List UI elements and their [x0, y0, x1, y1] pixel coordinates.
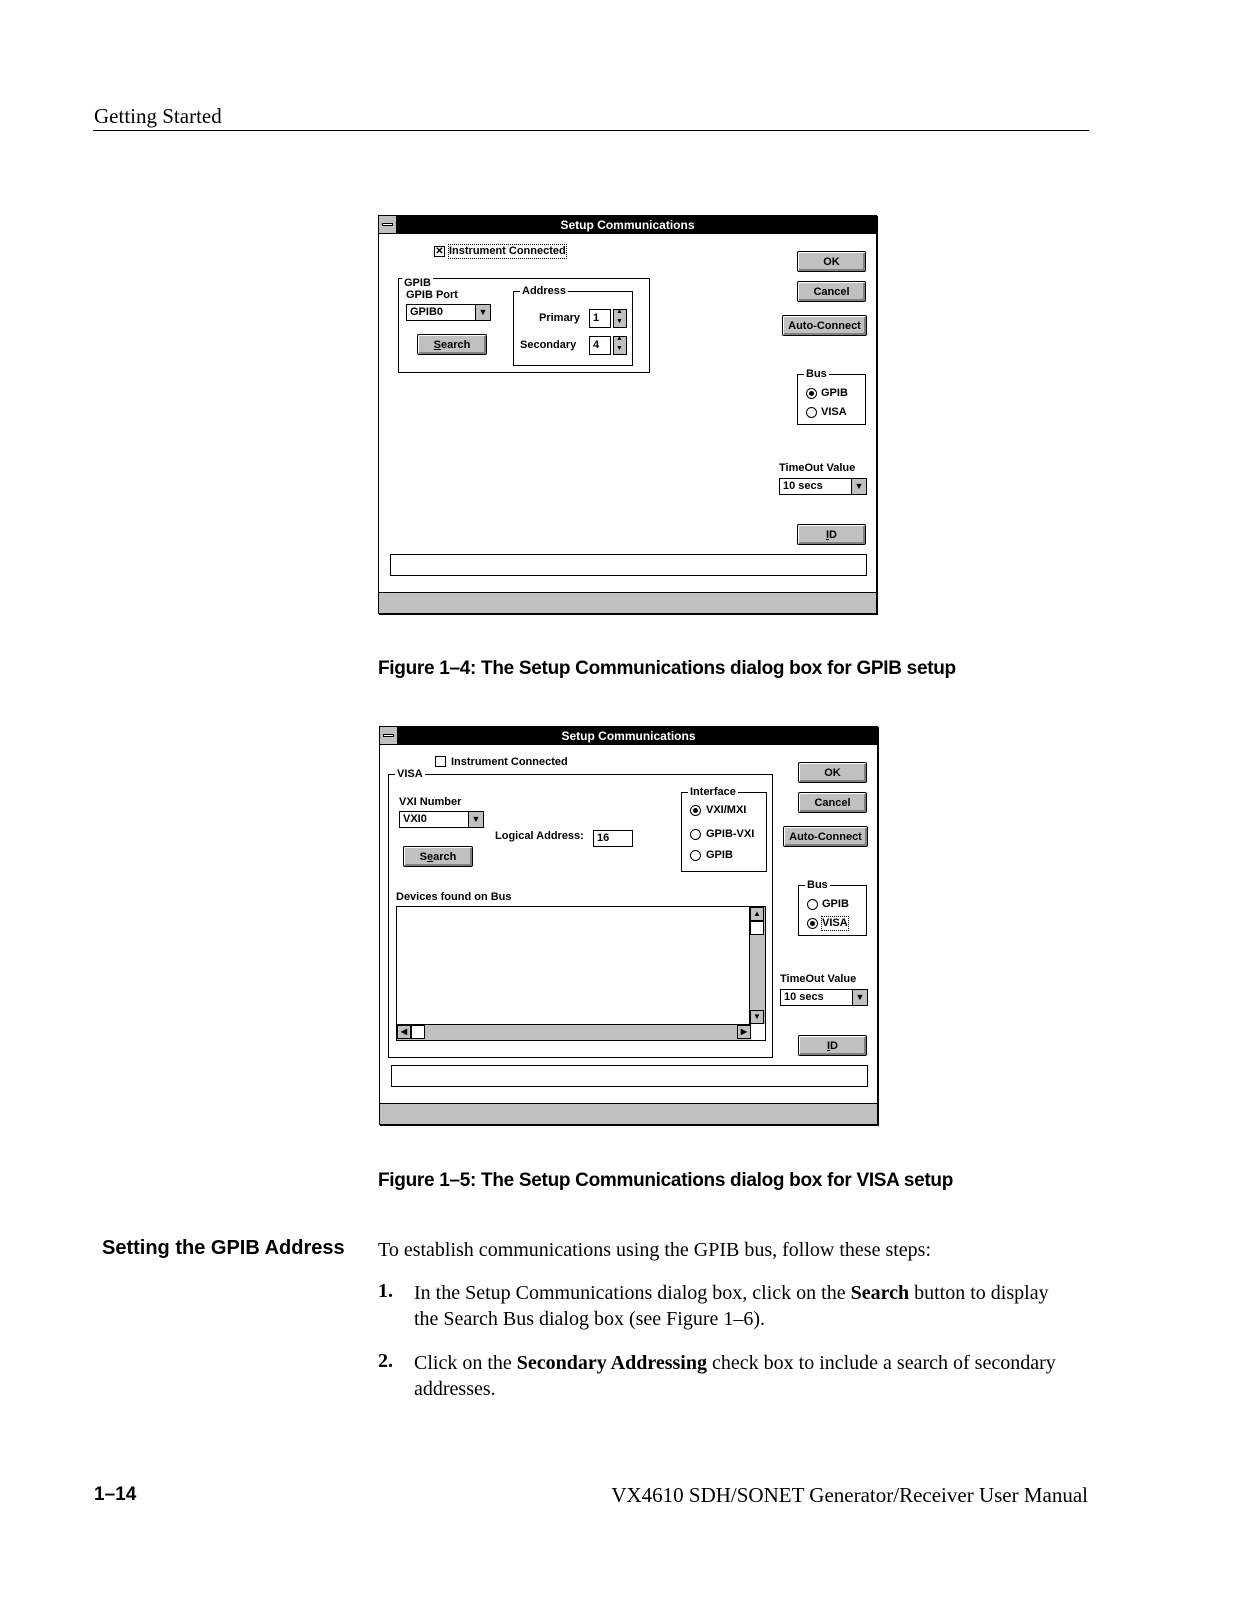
bus-group [798, 879, 867, 936]
dialog-title: Setup Communications [379, 216, 876, 234]
devices-list[interactable] [396, 906, 766, 1041]
devices-found-label: Devices found on Bus [396, 891, 512, 903]
vxi-number-value: VXI0 [403, 813, 427, 825]
scroll-up-icon[interactable]: ▲ [750, 907, 764, 921]
bus-visa-radio[interactable] [807, 918, 818, 929]
step-text: In the Setup Communications dialog box, click on the Search button to display the Search Bus dialog box (see Figure 1–6). [414, 1282, 1049, 1330]
bus-gpib-label: GPIB [821, 387, 848, 399]
timeout-value: 10 secs [784, 991, 824, 1003]
bus-group-title: Bus [806, 368, 827, 380]
primary-label: Primary [539, 312, 580, 324]
dropdown-arrow-icon[interactable]: ▼ [852, 990, 867, 1005]
interface-group-title: Interface [690, 786, 736, 798]
setup-communications-dialog-visa [379, 726, 878, 1125]
visa-group-title: VISA [397, 768, 423, 780]
instrument-connected-checkbox[interactable]: ✕ [435, 246, 444, 257]
visa-group [388, 768, 773, 1058]
section-heading: Setting the GPIB Address [102, 1237, 345, 1259]
primary-value: 1 [593, 312, 600, 324]
cancel-button[interactable]: Cancel [797, 281, 866, 302]
logical-address-input[interactable] [593, 830, 633, 847]
instrument-connected-label: Instrument Connected [449, 245, 566, 257]
status-field [390, 554, 867, 576]
iface-gpibvxi-label: GPIB-VXI [706, 828, 755, 840]
instrument-connected-label: Instrument Connected [451, 756, 568, 768]
interface-group [681, 786, 767, 872]
timeout-value: 10 secs [783, 480, 823, 492]
scroll-left-icon[interactable]: ◀ [397, 1025, 411, 1039]
scroll-thumb[interactable] [411, 1025, 425, 1039]
dropdown-arrow-icon[interactable]: ▼ [468, 812, 483, 827]
step-text: Click on the Secondary Addressing check box to include a search of secondary addresses. [414, 1352, 1056, 1400]
gpib-port-label: GPIB Port [406, 289, 458, 301]
gpib-group [398, 278, 650, 373]
manual-title: VX4610 SDH/SONET Generator/Receiver User Manual [611, 1483, 1088, 1507]
bus-gpib-radio[interactable] [806, 388, 817, 399]
system-menu-icon[interactable] [380, 727, 398, 744]
bus-gpib-label: GPIB [822, 898, 849, 910]
ok-button[interactable]: OK [797, 251, 866, 272]
id-button[interactable]: ID [798, 1035, 867, 1056]
gpib-port-combo[interactable] [406, 304, 491, 321]
bus-visa-radio[interactable] [806, 407, 817, 418]
spinner-arrows-icon[interactable] [613, 309, 627, 328]
scroll-right-icon[interactable]: ▶ [737, 1025, 751, 1039]
secondary-value: 4 [593, 339, 600, 351]
search-button[interactable]: Search [417, 334, 487, 355]
secondary-label: Secondary [520, 339, 577, 351]
gpib-port-value: GPIB0 [410, 306, 444, 318]
bus-visa-label: VISA [822, 917, 848, 929]
secondary-spinner[interactable] [589, 336, 627, 355]
figure-caption-2: Figure 1–5: The Setup Communications dialog box for VISA setup [378, 1170, 954, 1191]
vertical-scrollbar[interactable] [749, 907, 765, 1024]
ok-button[interactable]: OK [798, 762, 867, 783]
timeout-label: TimeOut Value [779, 462, 856, 474]
header-rule [93, 130, 1089, 131]
system-menu-icon[interactable] [379, 216, 397, 233]
horizontal-scrollbar[interactable] [397, 1024, 751, 1040]
address-group [513, 285, 633, 366]
intro-paragraph: To establish communications using the GPIB bus, follow these steps: [378, 1239, 931, 1261]
status-bar [380, 1103, 877, 1124]
iface-vximxi-radio[interactable] [690, 805, 701, 816]
figure-caption-1: Figure 1–4: The Setup Communications dialog box for GPIB setup [378, 658, 956, 679]
auto-connect-button[interactable]: Auto-Connect [782, 315, 867, 336]
timeout-combo[interactable] [779, 478, 867, 495]
dropdown-arrow-icon[interactable]: ▼ [851, 479, 866, 494]
status-bar [379, 592, 876, 613]
timeout-label: TimeOut Value [780, 973, 857, 985]
dialog-title: Setup Communications [380, 727, 877, 745]
iface-gpibvxi-radio[interactable] [690, 829, 701, 840]
primary-spinner[interactable] [589, 309, 627, 328]
bus-gpib-radio[interactable] [807, 899, 818, 910]
bus-group [797, 368, 866, 425]
logical-address-label: Logical Address: [495, 830, 584, 842]
vxi-number-label: VXI Number [399, 796, 462, 808]
timeout-combo[interactable] [780, 989, 868, 1006]
bus-group-title: Bus [807, 879, 828, 891]
dropdown-arrow-icon[interactable]: ▼ [475, 305, 490, 320]
iface-gpib-radio[interactable] [690, 850, 701, 861]
spinner-arrows-icon[interactable] [613, 336, 627, 355]
gpib-group-title: GPIB [404, 277, 431, 289]
auto-connect-button[interactable]: Auto-Connect [783, 826, 868, 847]
step-number: 1. [378, 1280, 393, 1302]
address-group-title: Address [522, 285, 567, 297]
iface-vximxi-label: VXI/MXI [706, 804, 747, 816]
page-number: 1–14 [94, 1484, 137, 1505]
scroll-down-icon[interactable]: ▼ [750, 1010, 764, 1024]
search-button[interactable]: Search [403, 846, 473, 867]
scroll-thumb[interactable] [750, 921, 764, 935]
instrument-connected-checkbox[interactable] [435, 756, 446, 767]
logical-address-value: 16 [597, 832, 610, 844]
status-field [391, 1065, 868, 1087]
cancel-button[interactable]: Cancel [798, 792, 867, 813]
vxi-number-combo[interactable] [399, 811, 484, 828]
setup-communications-dialog-gpib [378, 215, 877, 614]
iface-gpib-label: GPIB [706, 849, 733, 861]
id-button[interactable]: ID [797, 524, 866, 545]
step-number: 2. [378, 1350, 393, 1372]
page-header: Getting Started [94, 104, 222, 128]
bus-visa-label: VISA [821, 406, 847, 418]
